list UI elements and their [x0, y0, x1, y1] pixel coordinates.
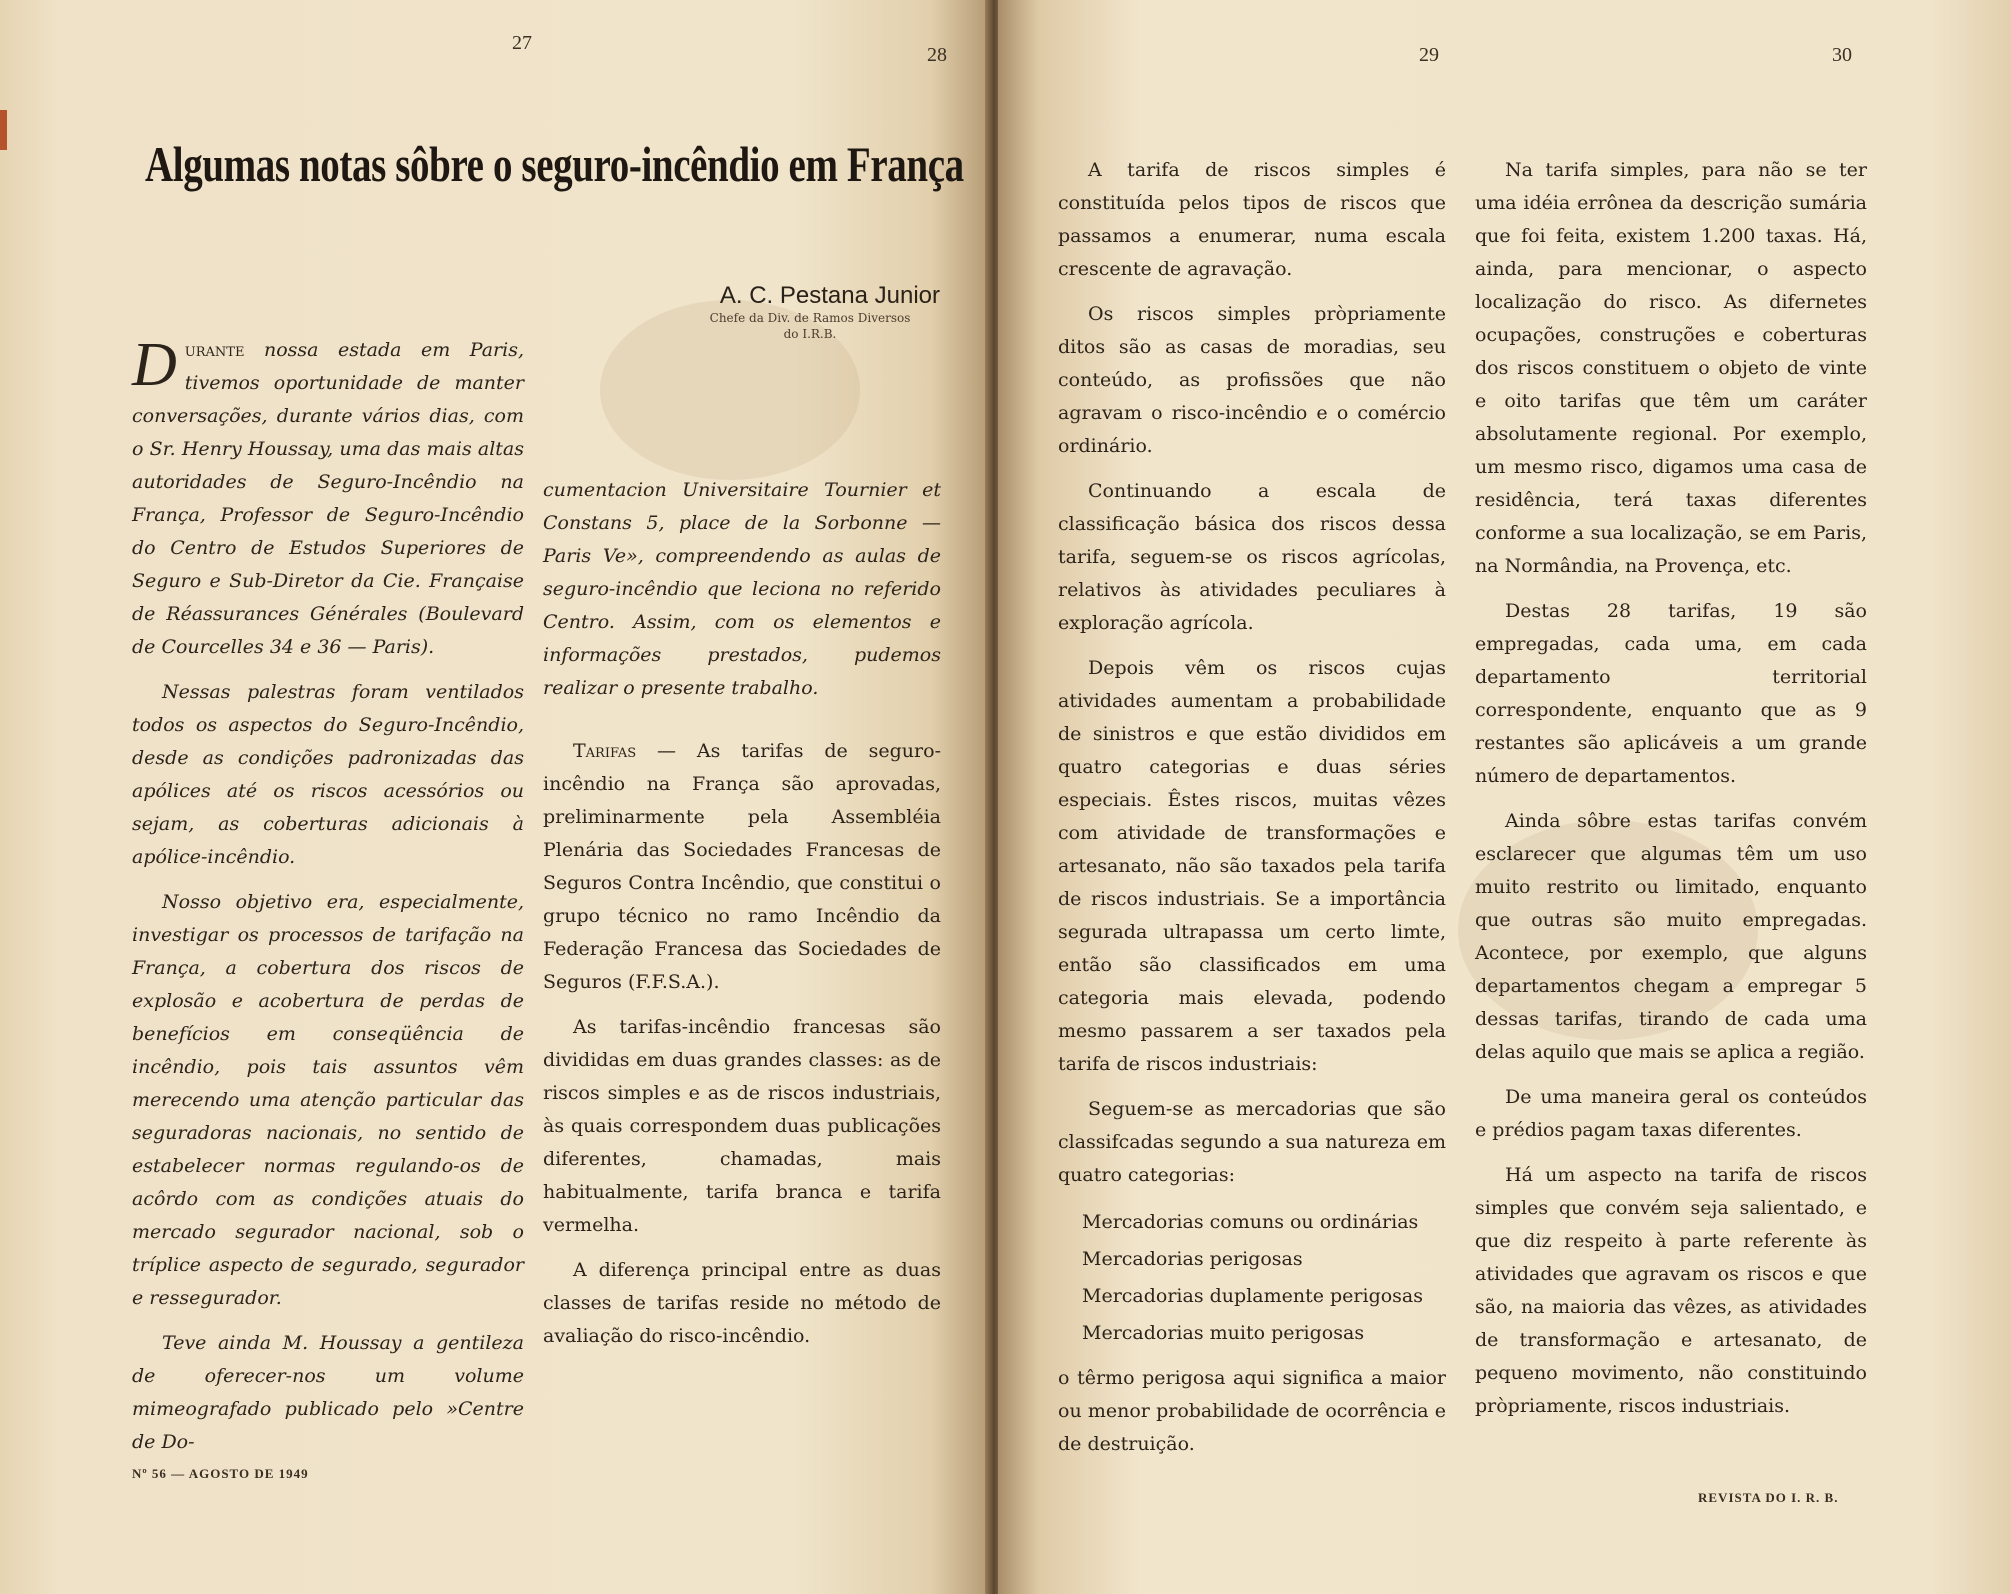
footer-publication: REVISTA DO I. R. B. [1698, 1490, 1839, 1505]
author-role-line1: Chefe da Div. de Ramos Diversos [709, 311, 911, 325]
paragraph: A diferença principal entre as duas classes de tarifas reside no método de avaliação do risco-incêndio. [543, 1259, 941, 1347]
dropcap: D [132, 331, 177, 399]
paragraph [132, 331, 524, 664]
page-number-28: 28 [927, 44, 947, 66]
paragraph: Seguem-se as mercadorias que são classifcadas segundo a sua natureza em quatro categorias: [1058, 1098, 1446, 1186]
paragraph: Destas 28 tarifas, 19 são empregadas, cada uma, em cada departamento territorial correspondente, enquanto que as 9 restantes são aplicáveis a um grande número de departamentos. [1475, 600, 1867, 787]
author-role-line2: do I.R.B. [783, 327, 837, 341]
left-column-1 [132, 331, 524, 1471]
mercadorias-list [1058, 1204, 1446, 1352]
paragraph: As tarifas-incêndio francesas são divididas em duas grandes classes: as de riscos simples e as de riscos industriais, às quais correspondem duas publicações diferentes, chamadas, mais habitualmente, tarifa branca e tarifa vermelha. [543, 1016, 941, 1236]
list-item: Mercadorias duplamente perigosas [1082, 1285, 1424, 1307]
paragraph: Na tarifa simples, para não se ter uma idéia errônea da descrição sumária que foi feita, existem 1.200 taxas. Há, ainda, para mencionar, o aspecto localização do risco. As difernetes ocupações, construções e coberturas dos riscos constituem o objeto de vinte e oito tarifas que têm um caráter absolutamente regional. Por exemplo, um mesmo risco, digamos uma casa de residência, terá taxas diferentes conforme a sua localização, se em Paris, na Normândia, na Provença, etc. [1475, 159, 1867, 577]
paragraph: De uma maneira geral os conteúdos e prédios pagam taxas diferentes. [1475, 1086, 1867, 1141]
paragraph: Teve ainda M. Houssay a gentileza de oferecer-nos um volume mimeografado publicado pelo »Centre de Do- [132, 1332, 524, 1453]
right-column-2 [1475, 154, 1867, 1435]
page-edge-mark [0, 110, 7, 150]
paragraph: Continuando a escala de classificação básica dos riscos dessa tarifa, seguem-se os riscos agrícolas, relativos às atividades peculiares à exploração agrícola. [1058, 480, 1446, 634]
list-item: Mercadorias perigosas [1082, 1248, 1303, 1270]
section-heading: Tarifas [573, 740, 637, 762]
article-title: Algumas notas sôbre o seguro-incêndio em França [145, 136, 964, 192]
paragraph-text: nossa estada em Paris, tivemos oportunidade de manter conversações, durante vários dias, com o Sr. Henry Houssay, uma das mais altas autoridades de Seguro-Incêndio na França, Professor de Seguro-Incêndio do Centro de Estudos Superiores de Seguro e Sub-Diretor da Cie. Française de Réassurances Générales (Boulevard de Courcelles 34 e 36 — Paris). [132, 339, 524, 658]
paragraph: A tarifa de riscos simples é constituída pelos tipos de riscos que passamos a enumerar, numa escala crescente de agravação. [1058, 159, 1446, 280]
page-number-27: 27 [512, 32, 532, 54]
paragraph: Ainda sôbre estas tarifas convém esclarecer que algumas têm um uso muito restrito ou limitado, enquanto que outras são muito empregadas. Acontece, por exemplo, que alguns departamentos chegam a empregar 5 dessas tarifas, tirando de cada uma delas aquilo que mais se aplica a região. [1475, 810, 1867, 1063]
paragraph-text: — As tarifas de seguro-incêndio na França são aprovadas, preliminarmente pela Assembléia Plenária das Sociedades Francesas de Seguros Contra Incêndio, que constitui o grupo técnico no ramo Incêndio da Federação Francesa das Sociedades de Seguros (F.F.S.A.). [543, 740, 941, 993]
left-page [0, 0, 990, 1594]
list-item: Mercadorias muito perigosas [1082, 1322, 1365, 1344]
paragraph: o têrmo perigosa aqui significa a maior ou menor probabilidade de ocorrência e de destruição. [1058, 1367, 1446, 1455]
author-block [640, 282, 940, 342]
page-number-30: 30 [1832, 44, 1852, 66]
footer-issue: Nº 56 — AGOSTO DE 1949 [132, 1466, 309, 1481]
author-name: A. C. Pestana Junior [719, 282, 940, 309]
paragraph: Depois vêm os riscos cujas atividades aumentam a probabilidade de sinistros e que estão divididos em quatro categorias e duas séries especiais. Êstes riscos, muitas vêzes com atividade de transformações e artesanato, não são taxados pela tarifa de riscos industriais. Se a importância segurada ultrapassa um certo limte, então são classificados em uma categoria mais elevada, podendo mesmo passarem a ser taxados pela tarifa de riscos industriais: [1058, 657, 1446, 1075]
paragraph [543, 735, 941, 999]
right-page [998, 0, 2011, 1594]
list-item: Mercadorias comuns ou ordinárias [1082, 1211, 1419, 1233]
right-column-1 [1058, 154, 1446, 1473]
page-number-29: 29 [1419, 44, 1439, 66]
paragraph: Os riscos simples pròpriamente ditos são as casas de moradias, seu conteúdo, as profissões que não agravam o risco-incêndio e o comércio ordinário. [1058, 303, 1446, 457]
paragraph: Há um aspecto na tarifa de riscos simples que convém seja salientado, e que diz respeito à parte referente às atividades que agravam os riscos e que são, na maioria das vêzes, as atividades de transformação e artesanato, de pequeno movimento, não constituindo pròpriamente, riscos industriais. [1475, 1164, 1867, 1417]
paragraph: Nessas palestras foram ventilados todos os aspectos do Seguro-Incêndio, desde as condições padronizadas das apólices até os riscos acessórios ou sejam, as coberturas adicionais à apólice-incêndio. [132, 681, 524, 868]
paragraph: Nosso objetivo era, especialmente, investigar os processos de tarifação na França, a cobertura dos riscos de explosão e acobertura de perdas de benefícios em conseqüência de incêndio, pois tais assuntos vêm merecendo uma atenção particular das seguradoras nacionais, no sentido de estabelecer normas regulando-os de acôrdo com as condições atuais do mercado segurador nacional, sob o tríplice aspecto de segurado, segurador e ressegurador. [132, 891, 524, 1309]
left-column-2 [543, 474, 941, 1365]
paragraph: cumentacion Universitaire Tournier et Constans 5, place de la Sorbonne — Paris Ve», compreendendo as aulas de seguro-incêndio que leciona no referido Centro. Assim, com os elementos e informações prestados, pudemos realizar o presente trabalho. [543, 479, 941, 699]
smallcaps-lead: urante [184, 339, 245, 361]
